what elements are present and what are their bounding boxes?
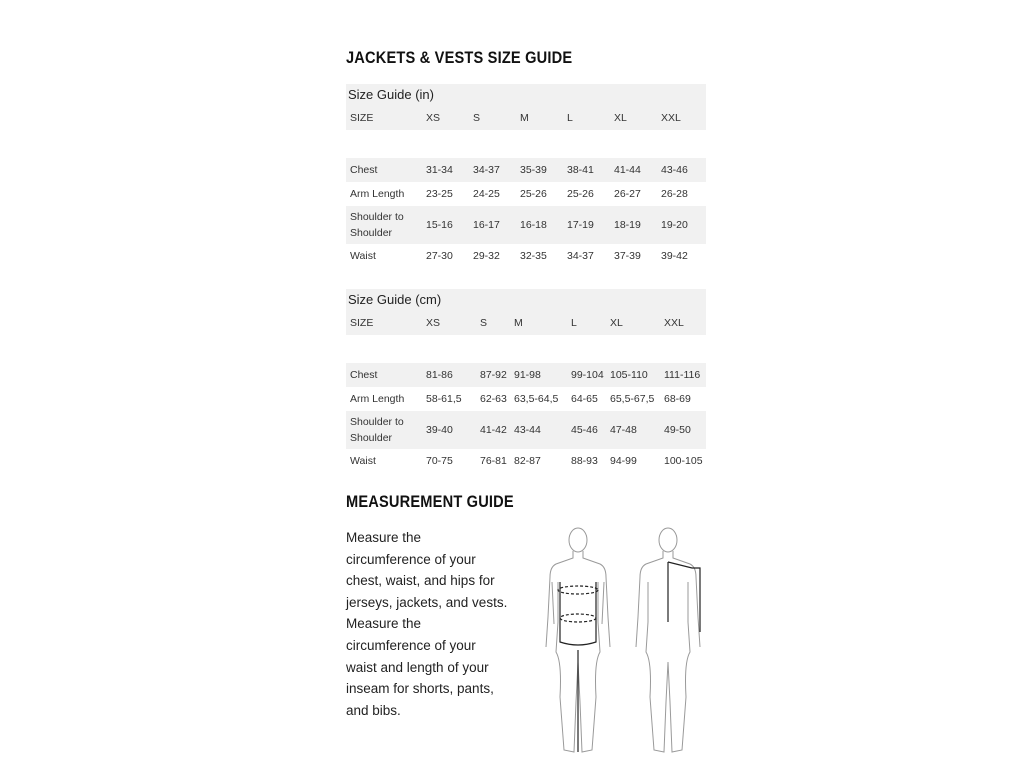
table-cell: 63,5-64,5 (514, 393, 559, 405)
measurement-lines-front (558, 586, 598, 622)
table-cell: 38-41 (567, 164, 594, 176)
table-cell: 32-35 (520, 250, 547, 262)
row-label-line: Shoulder to (350, 211, 404, 223)
body-back-figure-icon (636, 528, 700, 752)
table-cell: 58-61,5 (426, 393, 462, 405)
table-spacer (346, 349, 706, 363)
row-label: Arm Length (350, 188, 405, 200)
row-label-line: Shoulder to (350, 416, 404, 428)
table-cell: 16-18 (520, 219, 547, 231)
header-cell: M (520, 112, 529, 124)
table-cell: 88-93 (571, 455, 598, 467)
header-cell: L (571, 317, 577, 329)
table-cell: 39-40 (426, 424, 453, 436)
table-cell: 24-25 (473, 188, 500, 200)
table-cell: 39-42 (661, 250, 688, 262)
header-cell: SIZE (350, 317, 374, 329)
row-label-line: Shoulder (350, 227, 393, 239)
table-cell: 19-20 (661, 219, 688, 231)
header-cell: S (473, 112, 481, 124)
instruction-line: Measure the (346, 530, 422, 545)
header-cell: XXL (661, 112, 681, 124)
table-cell: 49-50 (664, 424, 691, 436)
table-cell: 99-104 (571, 369, 604, 381)
table-cell: 27-30 (426, 250, 453, 262)
instruction-line: chest, waist, and hips for (346, 573, 495, 589)
header-cell: XL (610, 317, 623, 329)
header-cell: XS (426, 317, 441, 329)
table-cell: 43-44 (514, 424, 541, 436)
table-header-row (346, 311, 706, 335)
table-row (346, 158, 706, 182)
table-row (346, 387, 706, 411)
table-cell: 25-26 (567, 188, 594, 200)
row-label: Chest (350, 164, 378, 176)
table-cell: 18-19 (614, 219, 641, 231)
measurement-instructions (346, 527, 521, 721)
row-label: Waist (350, 250, 376, 262)
table-cell: 76-81 (480, 455, 507, 467)
table-cell: 45-46 (571, 424, 598, 436)
table-cell: 91-98 (514, 369, 541, 381)
header-cell: SIZE (350, 112, 374, 124)
table-cell: 64-65 (571, 393, 598, 405)
table-cell: 16-17 (473, 219, 500, 231)
table-cell: 41-44 (614, 164, 641, 176)
table-cell: 105-110 (610, 369, 648, 381)
table-cell: 81-86 (426, 369, 453, 381)
table-cell: 34-37 (567, 250, 594, 262)
table-cell: 43-46 (661, 164, 688, 176)
table-row (346, 363, 706, 387)
table-cell: 34-37 (473, 164, 500, 176)
table-cell: 41-42 (480, 424, 507, 436)
row-label-line: Shoulder (350, 432, 393, 444)
table-row (346, 182, 706, 206)
row-label: Waist (350, 455, 376, 467)
table-row (346, 449, 706, 473)
header-cell: L (567, 112, 573, 124)
header-cell: XS (426, 112, 441, 124)
table-cell: 82-87 (514, 455, 541, 467)
table-cell: 70-75 (426, 455, 453, 467)
table-spacer (346, 335, 706, 349)
row-label (346, 209, 426, 241)
header-cell: XL (614, 112, 627, 124)
section-title: MEASUREMENT GUIDE (346, 492, 514, 511)
table-cell: 25-26 (520, 188, 547, 200)
table-cell: 15-16 (426, 219, 453, 231)
table-cell: 111-116 (664, 369, 701, 381)
table-cell: 17-19 (567, 219, 594, 231)
header-cell: S (480, 317, 488, 329)
table-row (346, 206, 706, 244)
table-header-row (346, 106, 706, 130)
instruction-line: inseam for shorts, pants, (346, 681, 494, 697)
table-cell: 100-105 (664, 455, 703, 467)
table-cell: 23-25 (426, 188, 453, 200)
size-table-inches (346, 84, 706, 268)
instruction-line: and bibs. (346, 702, 401, 718)
table-cell: 26-27 (614, 188, 641, 200)
instruction-line: circumference of your (346, 637, 476, 653)
instruction-line: circumference of your (346, 551, 476, 567)
table-cell: 94-99 (610, 455, 637, 467)
table-row (346, 411, 706, 449)
table-cell: 26-28 (661, 188, 688, 200)
size-table-cm (346, 289, 706, 473)
header-cell: XXL (664, 317, 684, 329)
page-title: JACKETS & VESTS SIZE GUIDE (346, 48, 573, 67)
table-spacer (346, 130, 706, 144)
table-cell: 37-39 (614, 250, 641, 262)
instruction-line: jerseys, jackets, and vests. (346, 594, 508, 610)
instruction-line: Measure the (346, 616, 422, 632)
table-row (346, 244, 706, 268)
table-cell: 47-48 (610, 424, 637, 436)
row-label: Chest (350, 369, 378, 381)
header-cell: M (514, 317, 523, 329)
table-cell: 62-63 (480, 393, 507, 405)
table-caption: Size Guide (cm) (346, 289, 706, 311)
row-label (346, 414, 426, 446)
table-caption: Size Guide (in) (346, 84, 706, 106)
table-spacer (346, 144, 706, 158)
table-cell: 29-32 (473, 250, 500, 262)
table-cell: 65,5-67,5 (610, 393, 655, 405)
row-label: Arm Length (350, 393, 405, 405)
instruction-line: waist and length of your (346, 659, 489, 675)
table-cell: 31-34 (426, 164, 453, 176)
table-cell: 35-39 (520, 164, 547, 176)
body-figures (540, 522, 720, 758)
table-cell: 68-69 (664, 393, 691, 405)
table-cell: 87-92 (480, 369, 507, 381)
